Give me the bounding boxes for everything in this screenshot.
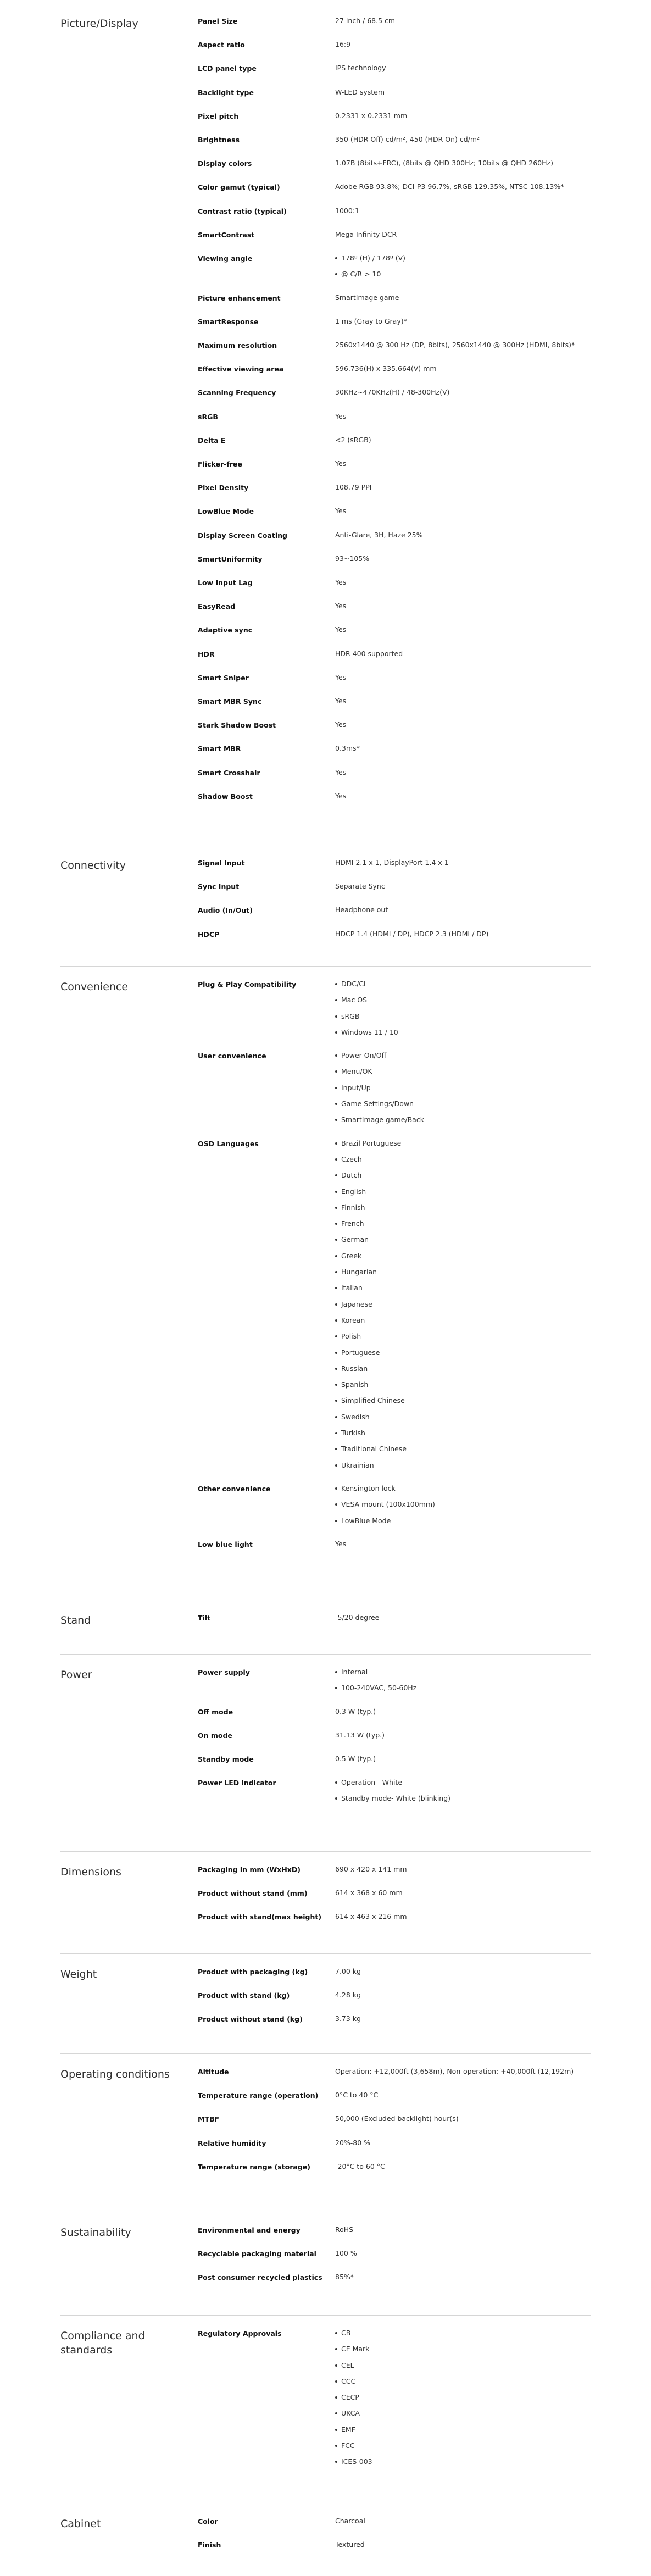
spec-value-text: Input/Up — [341, 1083, 371, 1092]
spec-value: 27 inch / 68.5 cm — [335, 16, 396, 25]
spec-value: Yes — [335, 673, 347, 681]
spec-value: 108.79 PPI — [335, 483, 372, 492]
bullet-dot-icon — [335, 1087, 337, 1089]
spec-value-text: Operation - White — [341, 1778, 403, 1787]
spec-value-text: UKCA — [341, 2409, 360, 2418]
spec-value: 1.07B (8bits+FRC), (8bits @ QHD 300Hz; 10bits @ QHD 260Hz) — [335, 159, 553, 168]
spec-label: Product with packaging (kg) — [198, 1968, 308, 1976]
spec-label: LCD panel type — [198, 64, 257, 73]
spec-value-item — [335, 1187, 593, 1203]
spec-value: 30KHz~470KHz(H) / 48-300Hz(V) — [335, 388, 450, 397]
spec-value: 3.73 kg — [335, 2014, 361, 2023]
spec-value: 100 % — [335, 2249, 357, 2258]
spec-value: W-LED system — [335, 87, 385, 96]
spec-value: Yes — [335, 720, 347, 729]
spec-label: MTBF — [198, 2115, 220, 2124]
bullet-dot-icon — [335, 1031, 337, 1034]
spec-value-text: CB — [341, 2329, 351, 2337]
section-title: Connectivity — [60, 859, 126, 871]
spec-value: 2560x1440 @ 300 Hz (DP, 8bits), 2560x1440 @ 300Hz (HDMI, 8bits)* — [335, 341, 575, 349]
spec-value-item — [335, 1067, 593, 1083]
spec-value-text: CCC — [341, 2377, 356, 2385]
spec-label: User convenience — [198, 1052, 266, 1061]
spec-label: Scanning Frequency — [198, 388, 276, 397]
spec-value-item — [335, 1429, 593, 1445]
spec-label: Aspect ratio — [198, 41, 245, 49]
spec-value: Textured — [335, 2540, 365, 2549]
spec-value-text: 178º (H) / 178º (V) — [341, 254, 406, 262]
spec-value-text: DDC/CI — [341, 980, 366, 988]
spec-value: 614 x 368 x 60 mm — [335, 1889, 403, 1897]
section-divider — [60, 1953, 591, 1954]
spec-label: Color gamut (typical) — [198, 183, 280, 192]
spec-value-item — [335, 270, 593, 286]
spec-value-list — [335, 1778, 593, 1811]
spec-value-item — [335, 1268, 593, 1284]
bullet-dot-icon — [335, 273, 337, 275]
spec-label: Viewing angle — [198, 254, 253, 263]
spec-value-list — [335, 2329, 593, 2474]
spec-value-text: LowBlue Mode — [341, 1516, 391, 1525]
spec-label: Power supply — [198, 1668, 250, 1676]
spec-value-item — [335, 2345, 593, 2361]
bullet-dot-icon — [335, 257, 337, 259]
spec-value-item — [335, 1219, 593, 1235]
spec-value-item — [335, 1396, 593, 1412]
spec-value-item — [335, 1155, 593, 1171]
spec-label: Regulatory Approvals — [198, 2329, 282, 2338]
bullet-dot-icon — [335, 1464, 337, 1467]
spec-label: Temperature range (operation) — [198, 2091, 319, 2100]
bullet-dot-icon — [335, 1223, 337, 1225]
spec-label: Low Input Lag — [198, 579, 253, 587]
spec-value-text: Spanish — [341, 1380, 369, 1389]
spec-value: Yes — [335, 578, 347, 586]
section-divider — [60, 2315, 591, 2316]
spec-value: Yes — [335, 1539, 347, 1548]
bullet-dot-icon — [335, 1487, 337, 1490]
spec-value: 93~105% — [335, 554, 370, 563]
bullet-dot-icon — [335, 1384, 337, 1386]
spec-label: LowBlue Mode — [198, 507, 254, 516]
bullet-dot-icon — [335, 1015, 337, 1018]
spec-label: Display colors — [198, 159, 252, 168]
spec-value-text: Simplified Chinese — [341, 1396, 405, 1405]
spec-label: Product without stand (kg) — [198, 2015, 303, 2024]
section-divider — [60, 966, 591, 967]
spec-label: Stark Shadow Boost — [198, 721, 276, 730]
spec-label: Maximum resolution — [198, 341, 277, 349]
spec-value-text: Power On/Off — [341, 1051, 387, 1060]
spec-value: -20°C to 60 °C — [335, 2162, 385, 2170]
spec-value: Yes — [335, 412, 347, 420]
bullet-dot-icon — [335, 2429, 337, 2431]
spec-value-item — [335, 1794, 593, 1810]
bullet-dot-icon — [335, 2332, 337, 2334]
spec-label: Contrast ratio (typical) — [198, 207, 287, 215]
spec-value: Yes — [335, 791, 347, 800]
spec-value-item — [335, 1778, 593, 1794]
bullet-dot-icon — [335, 1416, 337, 1418]
spec-value-text: Greek — [341, 1251, 362, 1260]
spec-value-item — [335, 1051, 593, 1067]
spec-label: Power LED indicator — [198, 1779, 276, 1787]
spec-value-list — [335, 980, 593, 1044]
spec-label: HDR — [198, 649, 215, 658]
spec-label: Standby mode — [198, 1755, 254, 1763]
spec-value: -5/20 degree — [335, 1613, 380, 1622]
bullet-dot-icon — [335, 1368, 337, 1370]
spec-value: 0.2331 x 0.2331 mm — [335, 111, 408, 120]
spec-value-text: Brazil Portuguese — [341, 1139, 402, 1147]
spec-value: Yes — [335, 697, 347, 705]
spec-value: Headphone out — [335, 906, 388, 914]
bullet-dot-icon — [335, 2412, 337, 2414]
bullet-dot-icon — [335, 1520, 337, 1522]
spec-value: Mega Infinity DCR — [335, 230, 397, 238]
spec-value: Yes — [335, 768, 347, 776]
bullet-dot-icon — [335, 1103, 337, 1105]
bullet-dot-icon — [335, 2364, 337, 2367]
spec-label: SmartResponse — [198, 317, 259, 326]
spec-value: 85%* — [335, 2273, 354, 2281]
spec-value-item — [335, 1484, 593, 1500]
spec-value-text: Turkish — [341, 1429, 365, 1437]
spec-value-item — [335, 1284, 593, 1300]
spec-value: 0.5 W (typ.) — [335, 1755, 376, 1763]
spec-label: Recyclable packaging material — [198, 2250, 316, 2258]
spec-value: 50,000 (Excluded backlight) hour(s) — [335, 2114, 459, 2123]
spec-value-text: Swedish — [341, 1412, 370, 1421]
spec-value-item — [335, 1517, 593, 1533]
spec-value-item — [335, 2361, 593, 2377]
spec-value: SmartImage game — [335, 293, 399, 302]
bullet-dot-icon — [335, 1335, 337, 1337]
spec-value-list — [335, 1139, 593, 1477]
spec-value-list — [335, 254, 593, 286]
spec-value-text: English — [341, 1187, 366, 1196]
spec-label: Post consumer recycled plastics — [198, 2273, 322, 2282]
bullet-dot-icon — [335, 1432, 337, 1434]
spec-label: Smart MBR Sync — [198, 697, 262, 706]
spec-label: Environmental and energy — [198, 2226, 301, 2234]
spec-value: 20%-80 % — [335, 2138, 371, 2147]
spec-value: 31.13 W (typ.) — [335, 1730, 385, 1739]
bullet-dot-icon — [335, 1781, 337, 1784]
spec-value-item — [335, 1668, 593, 1684]
section-title: Compliance and standards — [60, 2330, 145, 2356]
spec-value-item — [335, 2393, 593, 2409]
spec-value: Charcoal — [335, 2517, 365, 2525]
spec-label: Finish — [198, 2541, 221, 2550]
spec-label: Relative humidity — [198, 2139, 266, 2147]
spec-value-text: Japanese — [341, 1300, 372, 1308]
spec-value: 596.736(H) x 335.664(V) mm — [335, 364, 437, 373]
spec-value-text: EMF — [341, 2425, 355, 2434]
bullet-dot-icon — [335, 1174, 337, 1176]
bullet-dot-icon — [335, 1448, 337, 1450]
section-title: Stand — [60, 1614, 91, 1626]
spec-value-item — [335, 1413, 593, 1429]
spec-label: Temperature range (storage) — [198, 2162, 310, 2171]
spec-label: Product without stand (mm) — [198, 1889, 308, 1898]
bullet-dot-icon — [335, 2348, 337, 2350]
spec-value: HDMI 2.1 x 1, DisplayPort 1.4 x 1 — [335, 858, 449, 867]
bullet-dot-icon — [335, 1352, 337, 1354]
bullet-dot-icon — [335, 999, 337, 1001]
spec-value-item — [335, 1445, 593, 1461]
spec-value-item — [335, 1084, 593, 1100]
spec-label: HDCP — [198, 930, 220, 939]
spec-value: 614 x 463 x 216 mm — [335, 1912, 407, 1921]
spec-value: Separate Sync — [335, 882, 385, 891]
bullet-dot-icon — [335, 1119, 337, 1121]
spec-value-text: SmartImage game/Back — [341, 1115, 424, 1124]
spec-label: Smart MBR — [198, 745, 241, 753]
bullet-dot-icon — [335, 1287, 337, 1289]
spec-value: 4.28 kg — [335, 1991, 361, 2000]
bullet-dot-icon — [335, 983, 337, 985]
spec-value-text: @ C/R > 10 — [341, 270, 381, 279]
spec-label: Display Screen Coating — [198, 531, 287, 540]
spec-value-item — [335, 1684, 593, 1700]
spec-value-text: Ukrainian — [341, 1461, 374, 1469]
bullet-dot-icon — [335, 1070, 337, 1073]
spec-label: Tilt — [198, 1614, 211, 1622]
spec-value-item — [335, 254, 593, 270]
bullet-dot-icon — [335, 2380, 337, 2383]
spec-value-item — [335, 1380, 593, 1396]
bullet-dot-icon — [335, 1158, 337, 1161]
bullet-dot-icon — [335, 1271, 337, 1273]
spec-label: On mode — [198, 1731, 232, 1740]
spec-label: Altitude — [198, 2068, 229, 2076]
spec-value-item — [335, 1139, 593, 1155]
spec-value-item — [335, 2377, 593, 2393]
spec-value: 350 (HDR Off) cd/m², 450 (HDR On) cd/m² — [335, 135, 480, 143]
bullet-dot-icon — [335, 1191, 337, 1193]
spec-value-text: Kensington lock — [341, 1484, 396, 1492]
spec-value-text: Traditional Chinese — [341, 1445, 407, 1453]
spec-value-list — [335, 1051, 593, 1131]
spec-value-text: 100-240VAC, 50-60Hz — [341, 1684, 417, 1692]
section-title: Picture/Display — [60, 18, 138, 30]
spec-value: HDCP 1.4 (HDMI / DP), HDCP 2.3 (HDMI / DP) — [335, 929, 489, 938]
spec-value-list — [335, 1668, 593, 1700]
bullet-dot-icon — [335, 1303, 337, 1306]
spec-value-item — [335, 1100, 593, 1115]
spec-value-text: French — [341, 1219, 364, 1228]
spec-value-text: CE Mark — [341, 2345, 370, 2353]
spec-label: Plug & Play Compatibility — [198, 980, 297, 989]
spec-value-text: Internal — [341, 1668, 368, 1676]
spec-label: Sync Input — [198, 882, 240, 891]
spec-value-text: Standby mode- White (blinking) — [341, 1794, 451, 1803]
spec-label: Backlight type — [198, 88, 254, 97]
spec-value: Operation: +12,000ft (3,658m), Non-operation: +40,000ft (12,192m) — [335, 2067, 574, 2075]
spec-label: EasyRead — [198, 602, 236, 611]
section-title: Cabinet — [60, 2518, 101, 2530]
spec-label: Signal Input — [198, 859, 245, 867]
bullet-dot-icon — [335, 1797, 337, 1800]
spec-value: 0.3ms* — [335, 744, 360, 753]
spec-label: Packaging in mm (WxHxD) — [198, 1866, 301, 1874]
spec-value-text: Game Settings/Down — [341, 1100, 414, 1108]
spec-label: Effective viewing area — [198, 365, 284, 374]
bullet-dot-icon — [335, 1503, 337, 1506]
spec-value-text: Hungarian — [341, 1268, 377, 1276]
spec-value-list — [335, 1484, 593, 1533]
spec-label: Delta E — [198, 436, 226, 445]
spec-value-item — [335, 2409, 593, 2425]
bullet-dot-icon — [335, 1255, 337, 1257]
spec-value-item — [335, 1203, 593, 1219]
spec-value-item — [335, 1316, 593, 1332]
spec-value: 1000:1 — [335, 206, 359, 215]
section-title: Dimensions — [60, 1866, 121, 1878]
spec-label: Panel Size — [198, 17, 238, 25]
spec-value: 7.00 kg — [335, 1967, 361, 1975]
spec-label: Pixel Density — [198, 484, 249, 492]
spec-value-item — [335, 2425, 593, 2441]
spec-value-item — [335, 1235, 593, 1251]
spec-value-item — [335, 1348, 593, 1364]
spec-label: Color — [198, 2517, 218, 2525]
bullet-dot-icon — [335, 1142, 337, 1145]
spec-value: Yes — [335, 459, 347, 468]
spec-value-item — [335, 2441, 593, 2457]
spec-value: 0°C to 40 °C — [335, 2091, 379, 2100]
spec-label: Pixel pitch — [198, 112, 239, 120]
spec-label: SmartContrast — [198, 230, 255, 239]
spec-value-item — [335, 1332, 593, 1348]
spec-value-text: ICES-003 — [341, 2457, 372, 2466]
spec-label: SmartUniformity — [198, 554, 263, 563]
spec-value-item — [335, 2457, 593, 2473]
spec-value-text: Korean — [341, 1315, 365, 1324]
spec-label: Shadow Boost — [198, 792, 253, 801]
spec-value-item — [335, 1028, 593, 1044]
spec-label: Low blue light — [198, 1540, 253, 1548]
spec-value-item — [335, 1252, 593, 1268]
bullet-dot-icon — [335, 1054, 337, 1057]
spec-label: Picture enhancement — [198, 293, 281, 302]
section-divider — [60, 1654, 591, 1655]
spec-value: Yes — [335, 602, 347, 610]
spec-value-item — [335, 2329, 593, 2345]
spec-value: Anti-Glare, 3H, Haze 25% — [335, 530, 423, 539]
spec-value: IPS technology — [335, 64, 386, 73]
spec-value: 690 x 420 x 141 mm — [335, 1865, 407, 1873]
spec-value: Adobe RGB 93.8%; DCI-P3 96.7%, sRGB 129.35%, NTSC 108.13%* — [335, 182, 564, 191]
spec-value-item — [335, 1012, 593, 1028]
spec-value: 0.3 W (typ.) — [335, 1707, 376, 1716]
spec-label: OSD Languages — [198, 1139, 259, 1148]
bullet-dot-icon — [335, 1400, 337, 1402]
spec-value-text: Czech — [341, 1154, 362, 1163]
spec-value-text: Finnish — [341, 1203, 365, 1212]
spec-label: Flicker-free — [198, 460, 242, 468]
section-title: Operating conditions — [60, 2068, 170, 2080]
spec-value-text: CEL — [341, 2361, 354, 2369]
spec-value-text: FCC — [341, 2441, 355, 2450]
spec-label: sRGB — [198, 412, 218, 421]
spec-label: Smart Sniper — [198, 673, 249, 682]
spec-label: Product with stand (kg) — [198, 1991, 290, 2000]
bullet-dot-icon — [335, 1319, 337, 1322]
spec-label: Other convenience — [198, 1485, 271, 1493]
spec-value-text: Mac OS — [341, 996, 368, 1004]
spec-value: 16:9 — [335, 40, 351, 49]
bullet-dot-icon — [335, 2396, 337, 2399]
spec-value: RoHS — [335, 2225, 354, 2234]
spec-value-text: Menu/OK — [341, 1067, 372, 1076]
bullet-dot-icon — [335, 2445, 337, 2447]
spec-value: 1 ms (Gray to Gray)* — [335, 317, 407, 325]
spec-value-text: Polish — [341, 1332, 361, 1341]
spec-label: Adaptive sync — [198, 626, 253, 635]
spec-value-text: Russian — [341, 1364, 368, 1373]
section-divider — [60, 2053, 591, 2054]
spec-value: HDR 400 supported — [335, 649, 403, 658]
spec-value-item — [335, 1364, 593, 1380]
bullet-dot-icon — [335, 1687, 337, 1689]
section-title: Sustainability — [60, 2227, 131, 2239]
section-divider — [60, 1851, 591, 1852]
spec-value-item — [335, 1500, 593, 1516]
spec-value-item — [335, 1171, 593, 1187]
spec-value-text: Windows 11 / 10 — [341, 1028, 398, 1036]
spec-label: Smart Crosshair — [198, 768, 260, 777]
spec-label: Product with stand(max height) — [198, 1913, 322, 1922]
spec-value-item — [335, 1115, 593, 1131]
spec-value-text: German — [341, 1235, 369, 1244]
bullet-dot-icon — [335, 2461, 337, 2463]
section-title: Convenience — [60, 981, 129, 993]
spec-value-text: sRGB — [341, 1012, 360, 1020]
spec-value-text: Portuguese — [341, 1348, 380, 1357]
spec-value: <2 (sRGB) — [335, 435, 371, 444]
spec-value-item — [335, 1461, 593, 1477]
bullet-dot-icon — [335, 1207, 337, 1209]
spec-value-item — [335, 1300, 593, 1316]
spec-value-text: CECP — [341, 2393, 359, 2402]
spec-value-text: Dutch — [341, 1171, 362, 1180]
spec-label: Audio (In/Out) — [198, 906, 253, 915]
spec-value: Yes — [335, 507, 347, 515]
section-title: Weight — [60, 1968, 97, 1980]
spec-value-text: Italian — [341, 1284, 363, 1292]
spec-label: Brightness — [198, 136, 240, 144]
spec-value-item — [335, 980, 593, 996]
spec-label: Off mode — [198, 1707, 233, 1716]
spec-value-item — [335, 996, 593, 1012]
section-title: Power — [60, 1669, 92, 1681]
spec-value-text: VESA mount (100x100mm) — [341, 1500, 435, 1509]
bullet-dot-icon — [335, 1239, 337, 1241]
spec-value: Yes — [335, 625, 347, 634]
bullet-dot-icon — [335, 1671, 337, 1673]
